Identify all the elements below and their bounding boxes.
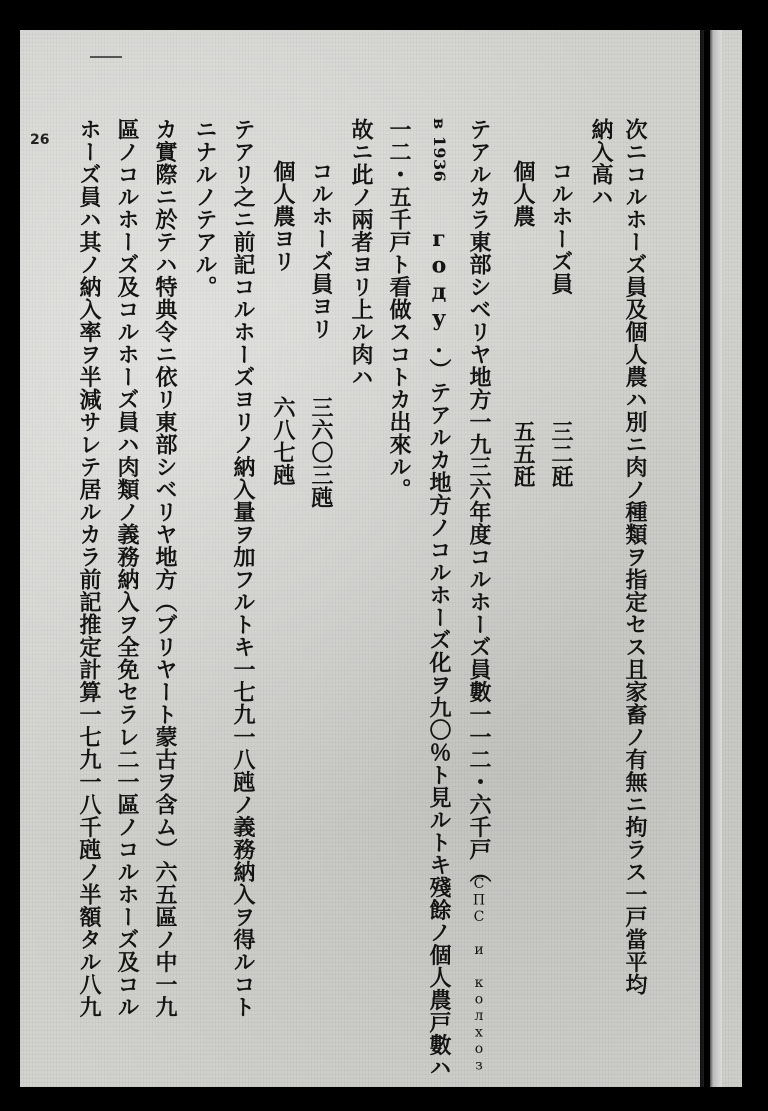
text-line-5: 個人農 xyxy=(510,160,536,228)
text-line-6: 五五瓩 xyxy=(510,420,536,488)
text-line-9: в 1936 xyxy=(430,118,449,183)
text-line-3: コルホーズ員 xyxy=(548,160,574,295)
gutter-shadow xyxy=(704,30,710,1087)
text-line-16: 六八七瓲 xyxy=(270,396,296,486)
text-line-19: カ實際ニ於テハ特典令ニ依リ東部シベリヤ地方（ブリヤート蒙古ヲ含ム）六五區ノ中一九 xyxy=(152,118,178,1018)
text-line-20: 區ノコルホーズ及コルホーズ員ハ肉類ノ義務納入ヲ全免セラレ二一區ノコルホーズ及コル xyxy=(114,118,140,1018)
text-line-7: テアルカラ東部シベリヤ地方一九三六年度コルホーズ員數一一二・六千戸（ xyxy=(466,118,492,883)
header-rule xyxy=(90,56,122,58)
text-line-14: 三六〇三瓲 xyxy=(308,396,334,509)
text-line-8: СПС и колхоз xyxy=(471,876,487,1074)
text-line-15: 個人農ヨリ xyxy=(270,160,296,273)
text-line-17: テアリ之ニ前記コルホーズヨリノ納入量ヲ加フルトキ一七九一八瓲ノ義務納入ヲ得ルコト xyxy=(230,118,256,1018)
text-line-18: ニナルノテアル。 xyxy=(192,118,218,298)
text-line-12: 故ニ此ノ兩者ヨリ上ル肉ハ xyxy=(348,118,374,388)
text-line-2: 納入高ハ xyxy=(588,118,614,208)
text-line-13: コルホーズ員ヨリ xyxy=(308,160,334,340)
page-number: 26 xyxy=(30,132,50,148)
text-line-11: 一二・五千戸ト看做スコトカ出來ル。 xyxy=(386,118,412,501)
text-line-1: 次ニコルホーズ員及個人農ハ別ニ肉ノ種類ヲ指定セス且家畜ノ有無ニ拘ラス一戸當平均 xyxy=(622,118,648,996)
text-line-4: 三二瓩 xyxy=(548,420,574,488)
text-line-21: ホーズ員ハ其ノ納入率ヲ半減サレテ居ルカラ前記推定計算一七九一八千瓲ノ半額タル八九 xyxy=(76,118,102,1018)
text-line-10: году.）テアルカ地方ノコルホーズ化ヲ九〇％ト見ルトキ殘餘ノ個人農戸數ハ xyxy=(426,226,452,1079)
